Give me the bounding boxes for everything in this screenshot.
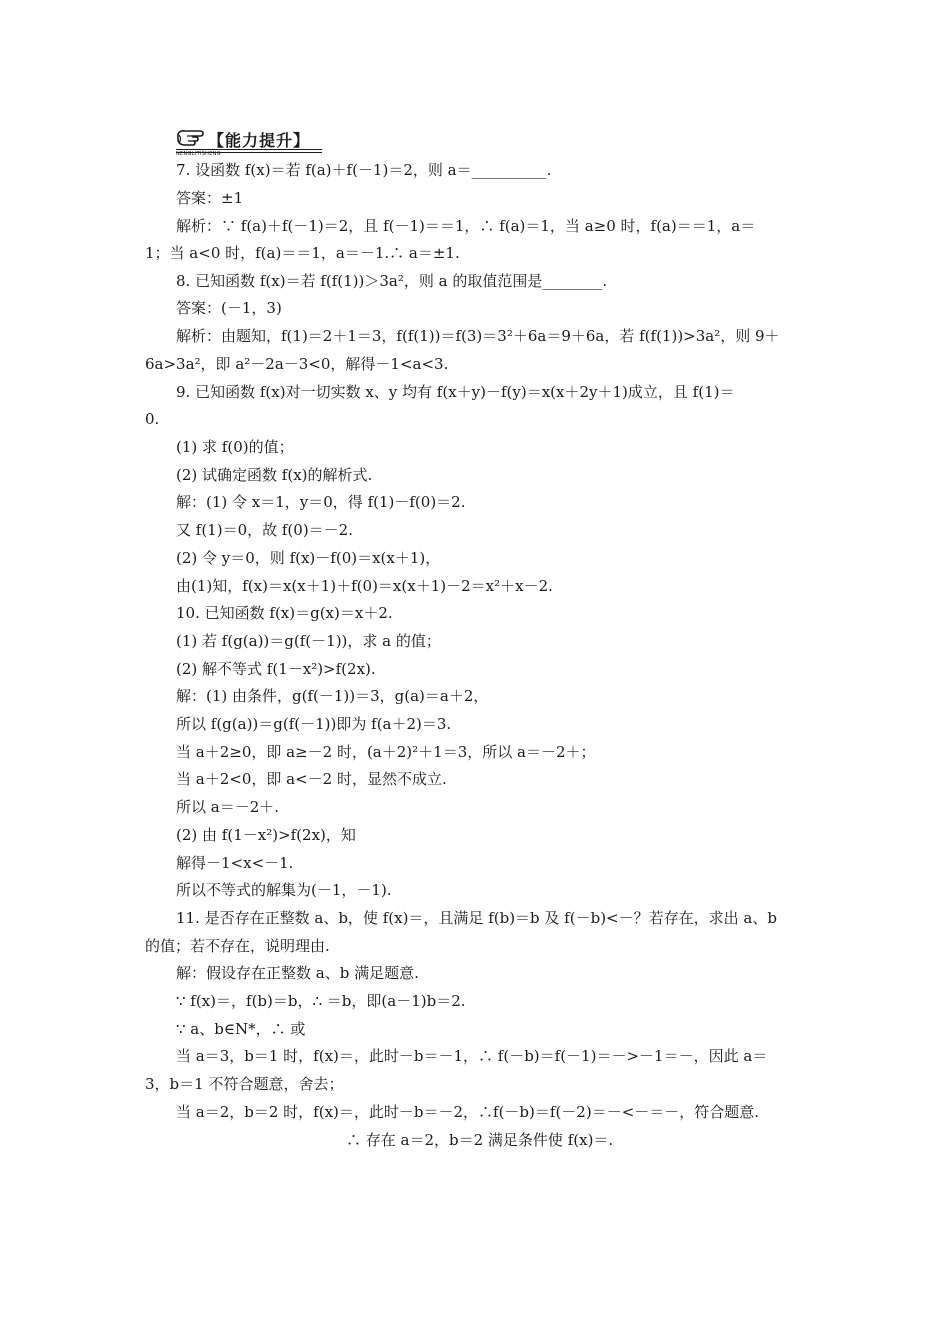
problem-8-analysis-cont: 6a>3a²，即 a²－2a－3<0，解得－1<a<3. <box>145 355 449 373</box>
problem-9-part-2: (2) 试确定函数 f(x)的解析式. <box>176 466 373 484</box>
problem-9-statement-cont: 0. <box>145 410 160 428</box>
problem-10-solution-4: 当 a＋2<0，即 a<－2 时，显然不成立. <box>176 770 447 788</box>
problem-11-solution-1: 解：假设存在正整数 a、b 满足题意. <box>176 964 419 982</box>
problem-11-solution-4: 当 a＝3，b＝1 时，f(x)＝，此时－b＝－1，∴ f(－b)＝f(－1)＝－>－1＝－，因此 a＝ <box>176 1047 768 1065</box>
problem-10-solution-3: 当 a＋2≥0，即 a≥－2 时，(a＋2)²＋1＝3，所以 a＝－2＋； <box>176 743 596 761</box>
problem-9-solution-1: 解：(1) 令 x＝1，y＝0，得 f(1)－f(0)＝2. <box>176 493 466 511</box>
problem-11-solution-2: ∵ f(x)＝，f(b)＝b，∴ ＝b，即(a－1)b＝2. <box>176 992 466 1010</box>
problem-10-solution-2: 所以 f(g(a))＝g(f(－1))即为 f(a＋2)＝3. <box>176 715 452 733</box>
problem-7-analysis: 解析：∵ f(a)＋f(－1)＝2，且 f(－1)＝＝1，∴ f(a)＝1，当 a≥0 时，f(a)＝＝1，a＝ <box>176 217 756 235</box>
section-title: 【能力提升】 <box>208 131 311 150</box>
problem-9-part-1: (1) 求 f(0)的值； <box>176 438 294 456</box>
problem-10-solution-7: 解得－1<x<－1. <box>176 854 294 872</box>
problem-10-solution-8: 所以不等式的解集为(－1，－1). <box>176 881 392 899</box>
problem-7-analysis-cont: 1；当 a<0 时，f(a)＝＝1，a＝－1.∴ a＝±1. <box>145 244 460 262</box>
problem-9-solution-2: 又 f(1)＝0，故 f(0)＝－2. <box>176 521 353 539</box>
problem-11-statement: 11. 是否存在正整数 a、b，使 f(x)＝，且满足 f(b)＝b 及 f(－b)<－？若存在，求出 a、b <box>176 909 777 927</box>
problem-9-solution-3: (2) 令 y＝0，则 f(x)－f(0)＝x(x＋1)， <box>176 549 441 567</box>
header-rule <box>176 149 322 150</box>
problem-9-statement: 9. 已知函数 f(x)对一切实数 x、y 均有 f(x＋y)－f(y)＝x(x＋2y＋1)成立，且 f(1)＝ <box>176 383 735 401</box>
problem-8-analysis: 解析：由题知，f(1)＝2＋1＝3，f(f(1))＝f(3)＝3²＋6a＝9＋6a，若 f(f(1))>3a²，则 9＋ <box>176 327 780 345</box>
problem-11-conclusion: ∴ 存在 a＝2，b＝2 满足条件使 f(x)＝. <box>346 1131 614 1149</box>
problem-10-solution-1: 解：(1) 由条件，g(f(－1))＝3，g(a)＝a＋2， <box>176 687 489 705</box>
problem-8-answer: 答案：(－1，3) <box>176 299 282 317</box>
pointing-hand-icon <box>176 126 206 148</box>
problem-10-statement: 10. 已知函数 f(x)＝g(x)＝x＋2. <box>176 604 393 622</box>
problem-10-solution-6: (2) 由 f(1－x²)>f(2x)，知 <box>176 826 356 844</box>
problem-11-solution-5: 当 a＝2，b＝2 时，f(x)＝，此时－b＝－2，∴f(－b)＝f(－2)＝－<－＝－，符合题意. <box>176 1103 760 1121</box>
problem-7-statement: 7. 设函数 f(x)＝若 f(a)＋f(－1)＝2，则 a＝__________. <box>176 161 552 179</box>
problem-11-statement-cont: 的值；若不存在，说明理由. <box>145 937 330 955</box>
header-rule-lower <box>176 152 322 153</box>
problem-10-part-2: (2) 解不等式 f(1－x²)>f(2x). <box>176 660 376 678</box>
problem-11-solution-3: ∵ a、b∈N*，∴ 或 <box>176 1020 306 1038</box>
problem-9-solution-4: 由(1)知，f(x)＝x(x＋1)＋f(0)＝x(x＋1)－2＝x²＋x－2. <box>176 577 553 595</box>
problem-10-solution-5: 所以 a＝－2＋. <box>176 798 280 816</box>
problem-10-part-1: (1) 若 f(g(a))＝g(f(－1))，求 a 的值； <box>176 632 441 650</box>
problem-11-solution-4-cont: 3，b＝1 不符合题意，舍去； <box>145 1075 344 1093</box>
section-subtitle: NENGLITISHENG <box>176 151 221 157</box>
problem-7-answer: 答案：±1 <box>176 189 244 207</box>
problem-8-statement: 8. 已知函数 f(x)＝若 f(f(1))＞3a²，则 a 的取值范围是________. <box>176 272 608 290</box>
